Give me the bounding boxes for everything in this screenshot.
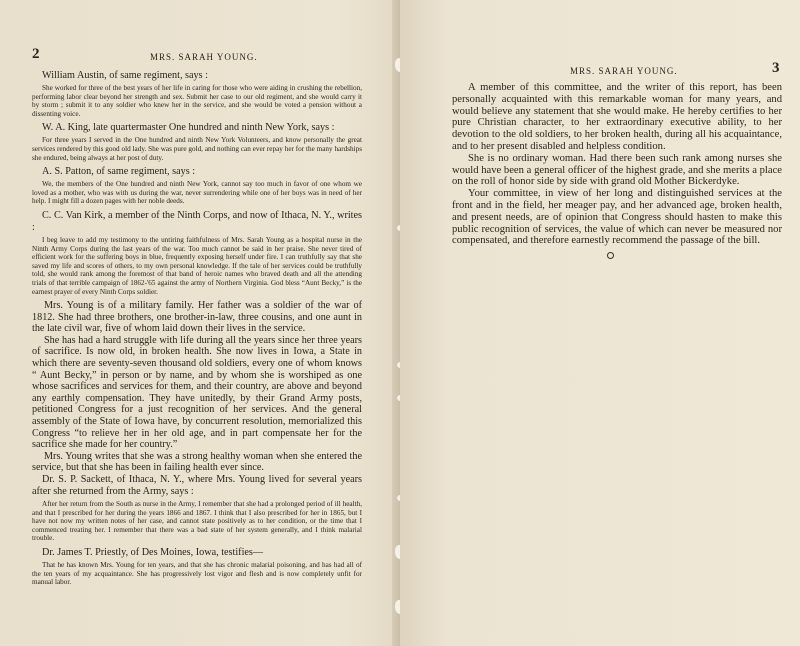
testimony-quote: I beg leave to add my testimony to the untiring faithfulness of Mrs. Sarah Young as a hospital nurse in the Ninth Army Corps during the last years of the war. Too much cannot be said in her praise. She never tired of efficient work for the suffering boys in blue, frequently exposing herself under fire. I can truthfully say that she saved my life and scores of others, to my own personal knowledge. If the tale of her services could be truthfully told, she would rank among the foremost of that band of heroic names who braved death and all the attending trials of that terrible campaign of 1862-'65 against the army of Northern Virginia. God bless “Aunt Becky,” is the earnest prayer of every Ninth Corps soldier. [32,235,362,296]
testimony-quote: That he has known Mrs. Young for ten years, and that she has chronic malarial poisoning, and has had all of the ten years of my acquaintance. She has progressively lost vigor and flesh and is now completely unfit for manual labor. [32,560,362,587]
body-paragraph: She has had a hard struggle with life during all the years since her three years of sacrifice. Is now old, in broken health. She now lives in Iowa, a State in which there are seventy-seven thousand old soldiers, every one of whom knows “ Aunt Becky,” in person or by name, and by whom she is worshiped as one whose sacrifices and services for them, and their country, are above and beyond any earthly compensation. They have unitedly, by their Grand Army posts, petitioned Congress for a just recognition of her services. And the general assembly of the State of Iowa have, by concurrent resolution, memorialized this Congress “to relieve her in her old age, and in part compensate her for the sacrifice she made for her country.” [32,334,362,451]
testimony-heading: Dr. James T. Priestly, of Des Moines, Iowa, testifies— [42,546,264,558]
testimony-heading: A. S. Patton, of same regiment, says : [42,166,196,178]
body-paragraph: Mrs. Young writes that she was a strong healthy woman when she entered the service, but that she has been in failing health ever since. [32,450,362,474]
report-paragraph: She is no ordinary woman. Had there been such rank among nurses she would have been a general officer of the highest grade, and she merits a place on the roll of honor side by side with grand old Mother Bickerdyke. [452,152,782,188]
right-running-head: MRS. SARAH YOUNG. [570,66,678,76]
testimony-heading: C. C. Van Kirk, a member of the Ninth Corps, and now of Ithaca, N. Y., writes : [32,209,362,233]
right-page-number: 3 [772,60,780,76]
testimony-quote: For three years I served in the One hundred and ninth New York Volunteers, and know personally the great services rendered by this good old lady. She was pure gold, and nothing can ever repay her for the many hardships she endured, being always at her post of duty. [32,136,362,162]
testimony-heading: Dr. S. P. Sackett, of Ithaca, N. Y., where Mrs. Young lived for several years after she returned from the Army, says : [32,474,362,497]
left-page-number: 2 [32,46,40,62]
right-page-text [452,82,782,247]
testimony-quote: After her return from the South as nurse in the Army, I remember that she had a prolonged period of ill health, and that I prescribed for her during the years 1866 and 1867. I think that I also prescribed for her in 1865, but I have not now my written notes of her case, and cannot state positively as to her condition, or the time that I commenced treating her. I remember that there was a bad state of her system generally, and I think malarial trouble. [32,500,362,543]
left-running-head: MRS. SARAH YOUNG. [150,52,258,62]
body-paragraph: Mrs. Young is of a military family. Her father was a soldier of the war of 1812. She had three brothers, one brother-in-law, three cousins, and one aunt in the late civil war, five of whom laid down their lives in the service. [32,300,362,335]
report-paragraph: A member of this committee, and the writer of this report, has been personally acquainted with this remarkable woman for many years, and would believe any statement that she would make. He hereby certifies to her pure Christian character, to her extraordinary executive ability, to her devotion to the old soldiers, to her broken health, during all his acquaintance, and to her present disabled and helpless condition. [452,82,782,152]
testimony-quote: She worked for three of the best years of her life in caring for those who were aiding in crushing the rebellion, performing labor clear beyond her strength and sex. Submit her case to our old regiment, and she would carry it by storm ; submit it to any soldier who knew her in the service, and she would be voted a pension without a dissenting voice. [32,84,362,118]
left-page-text [32,70,362,591]
testimony-quote: We, the members of the One hundred and ninth New York, cannot say too much in favor of one whom we loved as a mother, who was with us during the war, never surrendering while one of her boys was in need of her help. I might fill a dozen pages with her noble deeds. [32,180,362,206]
testimony-heading: W. A. King, late quartermaster One hundred and ninth New York, says : [42,122,335,134]
ornament-circle-icon [607,252,614,259]
testimony-heading: William Austin, of same regiment, says : [42,70,208,81]
report-paragraph: Your committee, in view of her long and distinguished services at the front and in the field, her meager pay, and her advanced age, broken health, and present needs, are of opinion that Congress should hasten to make this public recognition of services, the value of which can never be measured nor compensated, and therefore earnestly recommend the passage of the bill. [452,188,782,247]
